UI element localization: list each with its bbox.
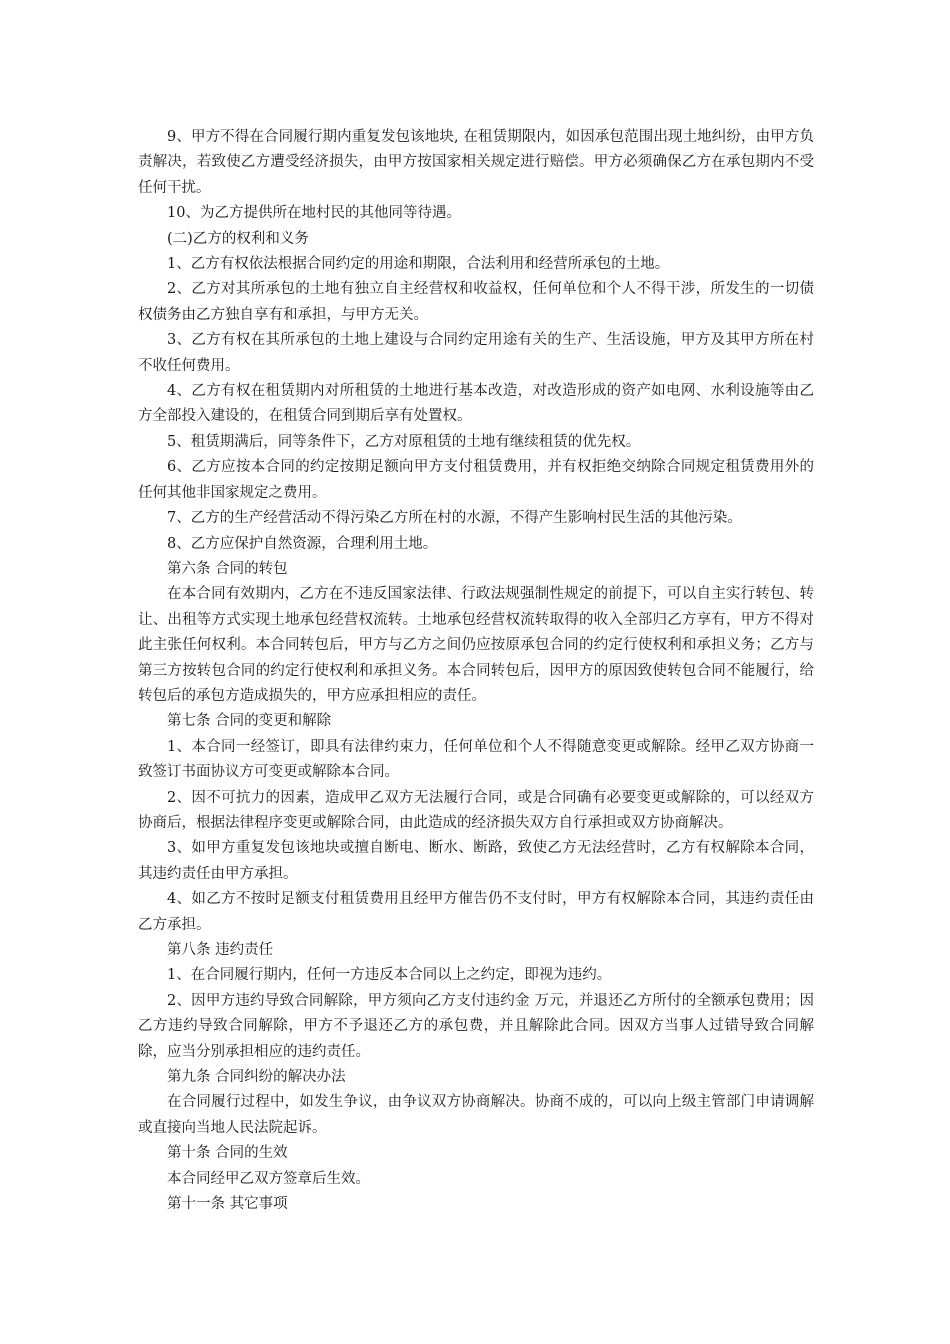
paragraph-party-b-item-4: 4、乙方有权在租赁期内对所租赁的土地进行基本改造，对改造形成的资产如电网、水利设施等由乙方全部投入建设的，在租赁合同到期后享有处置权。 — [138, 383, 814, 425]
paragraph-party-a-item-9: 9、甲方不得在合同履行期内重复发包该地块, 在租赁期限内，如因承包范围出现土地纠纷，由甲方负责解决，若致使乙方遭受经济损失，由甲方按国家相关规定进行赔偿。甲方必须确保乙方在承包期内不受任何干扰。 — [138, 129, 814, 196]
article-7-item-2: 2、因不可抗力的因素，造成甲乙双方无法履行合同，或是合同确有必要变更或解除的，可以经双方协商后，根据法律程序变更或解除合同，由此造成的经济损失双方自行承担或双方协商解决。 — [138, 789, 814, 831]
article-7-item-1: 1、本合同一经签订，即具有法律约束力，任何单位和个人不得随意变更或解除。经甲乙双方协商一致签订书面协议方可变更或解除本合同。 — [138, 738, 814, 781]
article-8-item-1: 1、在合同履行期内，任何一方违反本合同以上之约定，即视为违约。 — [167, 967, 612, 984]
paragraph-party-b-item-3: 3、乙方有权在其所承包的土地上建设与合同约定用途有关的生产、生活设施，甲方及其甲方所在村不收任何费用。 — [138, 332, 814, 374]
article-9-heading: 第九条 合同纠纷的解决办法 — [167, 1069, 346, 1086]
paragraph-party-b-item-1: 1、乙方有权依法根据合同约定的用途和期限，合法利用和经营所承包的土地。 — [167, 256, 670, 273]
article-10-heading: 第十条 合同的生效 — [167, 1145, 288, 1162]
section-heading-party-b-rights: (二)乙方的权利和义务 — [167, 230, 309, 247]
paragraph-party-b-item-8: 8、乙方应保护自然资源，合理利用土地。 — [167, 535, 438, 552]
paragraph-party-b-item-6: 6、乙方应按本合同的约定按期足额向甲方支付租赁费用，并有权拒绝交纳除合同规定租赁费用外的任何其他非国家规定之费用。 — [138, 459, 814, 501]
article-6-heading: 第六条 合同的转包 — [167, 560, 288, 577]
article-8-item-2: 2、因甲方违约导致合同解除，甲方须向乙方支付违约金 万元，并退还乙方所付的全额承包费用；因乙方违约导致合同解除，甲方不予退还乙方的承包费，并且解除此合同。因双方当事人过错导致合同解除，应当分别承担相应的违约责任。 — [138, 992, 814, 1060]
article-10-body: 本合同经甲乙双方签章后生效。 — [167, 1170, 370, 1187]
document-page — [138, 125, 814, 1217]
article-7-heading: 第七条 合同的变更和解除 — [167, 713, 332, 730]
article-7-item-3: 3、如甲方重复发包该地块或擅自断电、断水、断路，致使乙方无法经营时，乙方有权解除本合同，其违约责任由甲方承担。 — [138, 840, 814, 882]
paragraph-party-a-item-10: 10、为乙方提供所在地村民的其他同等待遇。 — [167, 205, 461, 222]
article-6-body: 在本合同有效期内，乙方在不违反国家法律、行政法规强制性规定的前提下，可以自主实行转包、转让、出租等方式实现土地承包经营权流转。土地承包经营权流转取得的收入全部归乙方享有，甲方不得对此主张任何权利。本合同转包后，甲方与乙方之间仍应按原承包合同的约定行使权利和承担义务；乙方与第三方按转包合同的约定行使权利和承担义务。本合同转包后，因甲方的原因致使转包合同不能履行，给转包后的承包方造成损失的，甲方应承担相应的责任。 — [138, 586, 814, 704]
paragraph-party-b-item-5: 5、租赁期满后，同等条件下，乙方对原租赁的土地有继续租赁的优先权。 — [167, 433, 641, 450]
article-11-heading: 第十一条 其它事项 — [167, 1196, 288, 1213]
article-8-heading: 第八条 违约责任 — [167, 942, 274, 958]
paragraph-party-b-item-7: 7、乙方的生产经营活动不得污染乙方所在村的水源，不得产生影响村民生活的其他污染。 — [167, 510, 742, 527]
paragraph-party-b-item-2: 2、乙方对其所承包的土地有独立自主经营权和收益权，任何单位和个人不得干涉，所发生的一切债权债务由乙方独自享有和承担，与甲方无关。 — [138, 281, 814, 323]
article-9-body: 在合同履行过程中，如发生争议，由争议双方协商解决。协商不成的，可以向上级主管部门申请调解或直接向当地人民法院起诉。 — [138, 1094, 814, 1136]
article-7-item-4: 4、如乙方不按时足额支付租赁费用且经甲方催告仍不支付时，甲方有权解除本合同，其违约责任由乙方承担。 — [138, 891, 814, 933]
